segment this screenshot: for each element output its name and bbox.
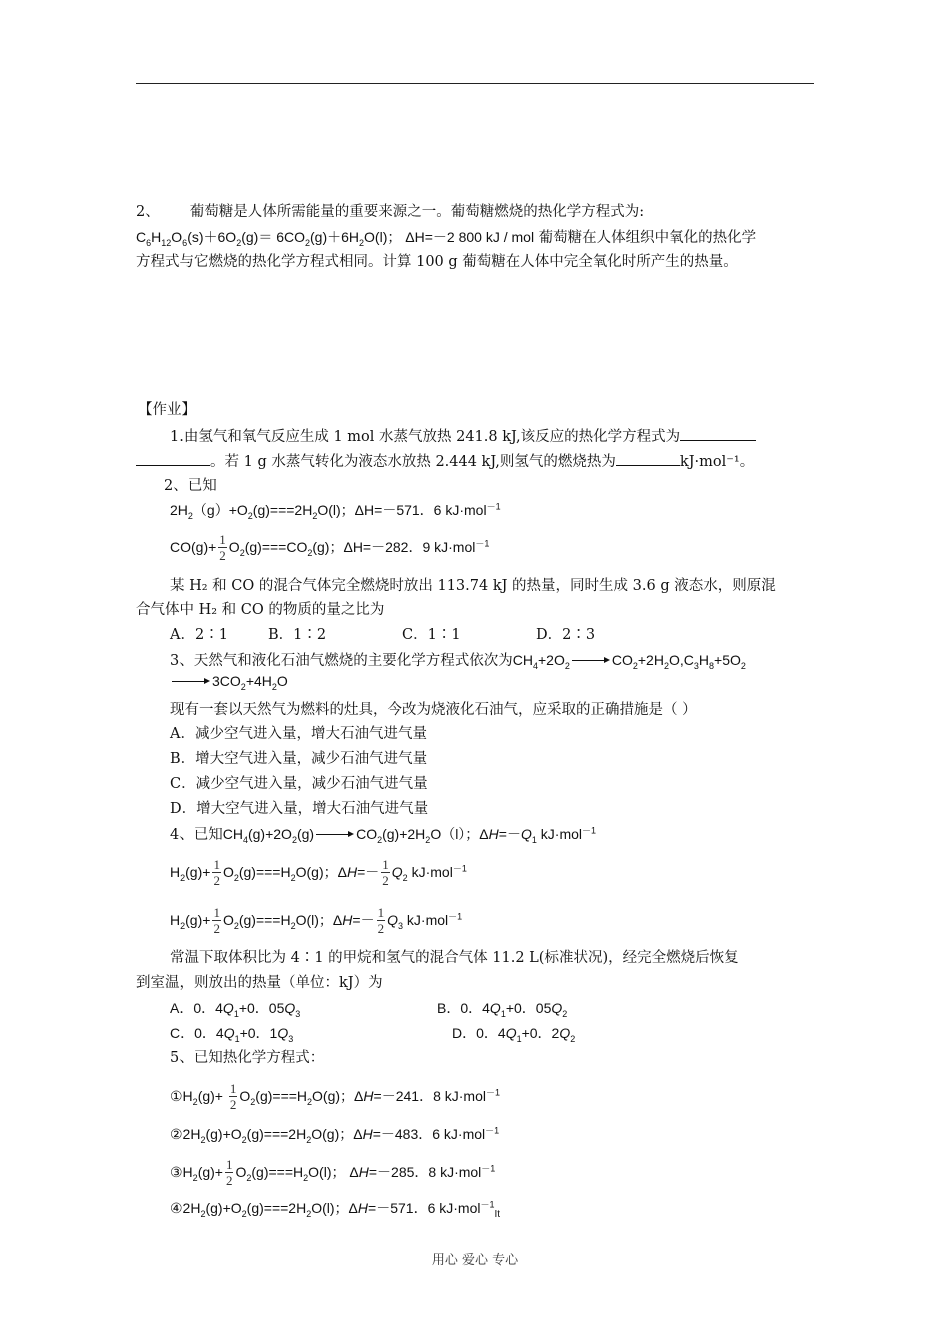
hw4-options-row-2: [170, 1023, 575, 1043]
hw4-eq-1: $CH_4(g)+2O_2(g)$ $CO_2(g)+2H_2O(l)$；$\Delta H=-Q_1$ kJ·mol$^{-1}$: [222, 825, 597, 845]
hw1-text-2b: kJ·mol⁻¹。: [679, 454, 755, 470]
hw4-head: 4、已知: [170, 827, 223, 843]
q2-line-3: 方程式与它燃烧的热化学方程式相同。计算 100 g 葡萄糖在人体中完全氧化时所产生的热量。: [136, 254, 738, 270]
page-footer: 用心 爱心 专心: [431, 1253, 519, 1268]
answer-blank[interactable]: [616, 451, 680, 466]
hw2-head: 2、已知: [164, 478, 217, 494]
hw1-text-2a: 。若 1 g 水蒸气转化为液态水放热 2.444 kJ,则氢气的燃烧热为: [210, 454, 616, 470]
hw3-head: 3、天然气和液化石油气燃烧的主要化学方程式依次为: [170, 653, 513, 669]
homework-title: 【作业】: [138, 402, 196, 418]
hw1-line-1: [170, 426, 756, 447]
hw5-eq-4: $④2H_2(g)+O_2(g)===2H_2O(l)$；ΔH=－571．6 kJ·mol$^{-1}_{It}$: [170, 1199, 501, 1220]
hw3-option-b[interactable]: B．增大空气进入量，减少石油气进气量: [170, 751, 428, 767]
option-c[interactable]: C．0．$4Q_1+0$．$1Q_3$: [170, 1025, 294, 1044]
hw3-eq-a: $CH_4+2O_2$ $CO_2+2H_2O,C_3H_8+5O_2$: [512, 652, 746, 671]
hw4-eq-3: $H_2(g)+$ $\frac{1}{2}$ $O_2(g)===H_2O(l)$；ΔH=－ $\frac{1}{2}$ $Q_3$ kJ·mol$^{-1}$: [170, 905, 463, 936]
option-a[interactable]: A．2∶1: [170, 627, 228, 643]
hw5-eq-1: $①H_2(g)+$ $\frac{1}{2}$ $O_2(g)===H_2O(g)$；ΔH=－241．8 kJ·mol$^{-1}$: [170, 1081, 500, 1112]
hw4-line-1: [170, 824, 596, 845]
hw2-q-1: 某 H₂ 和 CO 的混合气体完全燃烧时放出 113.74 kJ 的热量，同时生成 3.6 g 液态水，则原混: [170, 578, 776, 594]
hw4-options-row-1: [170, 998, 567, 1018]
option-d[interactable]: D．2∶3: [536, 627, 596, 643]
hw3-option-a[interactable]: A．减少空气进入量，增大石油气进气量: [170, 726, 427, 742]
q2-line-1: [136, 202, 644, 222]
q2-text-2: 葡萄糖在人体组织中氧化的热化学: [538, 230, 757, 246]
q2-number: 2、: [136, 204, 160, 220]
header-rule: [136, 83, 814, 84]
hw4-q-2: 到室温，则放出的热量（单位：kJ）为: [136, 975, 383, 991]
fraction-half: $\frac{1}{2}$: [229, 1081, 237, 1112]
hw5-head: 5、已知热化学方程式：: [170, 1050, 325, 1066]
arrow-icon: [172, 677, 210, 687]
answer-blank[interactable]: [680, 426, 756, 441]
fraction-half: $\frac{1}{2}$: [382, 857, 389, 888]
fraction-half: $\frac{1}{2}$: [219, 532, 226, 563]
hw1-text-1: 1.由氢气和氧气反应生成 1 mol 水蒸气放热 241.8 kJ,该反应的热化学方程式为: [170, 429, 681, 445]
hw3-option-d[interactable]: D．增大空气进入量，增大石油气进气量: [170, 801, 429, 817]
hw3-eq-b: $3CO_2+4H_2O$: [170, 671, 288, 691]
fraction-half: $\frac{1}{2}$: [213, 857, 220, 888]
arrow-icon: [316, 830, 354, 840]
option-d[interactable]: D．0．$4Q_1+0$．$2Q_2$: [452, 1025, 576, 1044]
hw3-question: 现有一套以天然气为燃料的灶具，今改为烧液化石油气，应采取的正确措施是（ ）: [170, 702, 697, 718]
fraction-half: $\frac{1}{2}$: [213, 905, 220, 936]
glucose-equation: $C_6H_{12}O_6(s)+6O_2(g)= 6CO_2(g)+6H_2O(l)$； ΔH=－2 800 kJ / mol: [136, 229, 535, 248]
hw1-line-2: [136, 451, 754, 472]
q2-line-2: [136, 227, 756, 248]
hw5-eq-2: $②2H_2(g)+O_2(g)===2H_2O(g)$；ΔH=－483．6 kJ·mol$^{-1}$: [170, 1125, 500, 1145]
fraction-half: $\frac{1}{2}$: [225, 1157, 233, 1188]
option-b[interactable]: B．0．$4Q_1+0$．$05Q_2$: [437, 1000, 568, 1019]
option-a[interactable]: A．0．$4Q_1+0$．$05Q_3$: [170, 1000, 301, 1019]
hw2-eq-1: $2H_2(g)+O_2(g)===2H_2O(l)$；ΔH=－571．6 kJ·mol$^{-1}$: [170, 501, 501, 521]
arrow-icon: [572, 656, 610, 666]
option-c[interactable]: C．1∶1: [402, 627, 461, 643]
hw4-eq-2: $H_2(g)+$ $\frac{1}{2}$ $O_2(g)===H_2O(g)$；ΔH=－ $\frac{1}{2}$ $Q_2$ kJ·mol$^{-1}$: [170, 857, 467, 888]
hw4-q-1: 常温下取体积比为 4∶1 的甲烷和氢气的混合气体 11.2 L(标准状况)，经完全燃烧后恢复: [170, 950, 739, 966]
q2-text-1: 葡萄糖是人体所需能量的重要来源之一。葡萄糖燃烧的热化学方程式为:: [189, 204, 645, 220]
fraction-half: $\frac{1}{2}$: [377, 905, 385, 936]
hw3-option-c[interactable]: C．减少空气进入量，减少石油气进气量: [170, 776, 428, 792]
hw2-eq-2: CO(g)+ $\frac{1}{2}$ $O_2(g)===CO_2(g)$；ΔH=－282．9 kJ·mol$^{-1}$: [170, 532, 490, 563]
hw2-options: [170, 625, 595, 645]
answer-blank[interactable]: [136, 451, 210, 466]
option-b[interactable]: B．1∶2: [268, 627, 327, 643]
hw3-line-1: [170, 650, 746, 671]
hw5-eq-3: $③H_2(g)+$ $\frac{1}{2}$ $O_2(g)===H_2O(l)$； ΔH=－285．8 kJ·mol$^{-1}$: [170, 1157, 496, 1188]
hw2-q-2: 合气体中 H₂ 和 CO 的物质的量之比为: [136, 602, 385, 618]
